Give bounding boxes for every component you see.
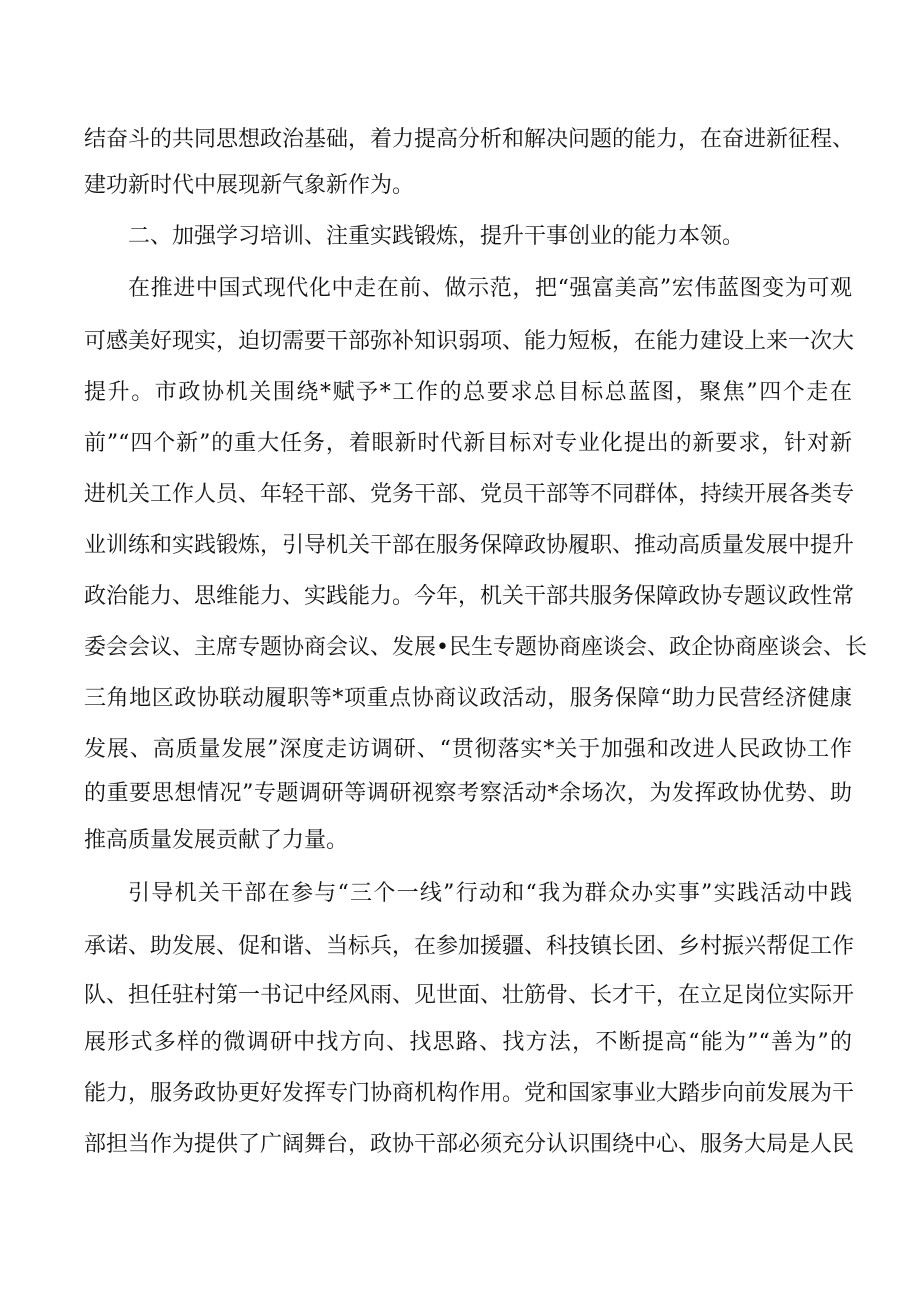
text-line: 政治能力、思维能力、实践能力。今年，机关干部共服务保障政协专题议政性常 (84, 584, 855, 609)
text-line: 承诺、助发展、促和谐、当标兵，在参加援疆、科技镇长团、乡村振兴帮促工作 (84, 934, 855, 959)
text-line: 提升。市政协机关围绕*赋予*工作的总要求总目标总蓝图，聚焦”四个走在 (84, 380, 852, 405)
text-line: 结奋斗的共同思想政治基础，着力提高分析和解决问题的能力，在奋进新征程、 (84, 127, 855, 152)
text-line: 在推进中国式现代化中走在前、做示范，把“强富美高”宏伟蓝图变为可观 (128, 276, 852, 301)
text-line: 业训练和实践锻炼，引导机关干部在服务保障政协履职、推动高质量发展中提升 (84, 533, 855, 558)
text-line: 发展、高质量发展”深度走访调研、“贯彻落实*关于加强和改进人民政协工作 (84, 737, 852, 762)
text-line: 委会会议、主席专题协商会议、发展•民生专题协商座谈会、政企协商座谈会、长 (84, 635, 867, 660)
text-line: 前”“四个新”的重大任务，着眼新时代新目标对专业化提出的新要求，针对新 (84, 431, 852, 456)
text-line: 队、担任驻村第一书记中经风雨、见世面、壮筋骨、长才干，在立足岗位实际开 (84, 983, 855, 1008)
text-line: 建功新时代中展现新气象新作为。 (84, 173, 415, 198)
text-line: 展形式多样的微调研中找方向、找思路、找方法，不断提高“能为”“善为”的 (84, 1030, 852, 1055)
text-line: 进机关工作人员、年轻干部、党务干部、党员干部等不同群体，持续开展各类专 (84, 482, 855, 507)
text-line: 部担当作为提供了广阔舞台，政协干部必须充分认识围绕中心、服务大局是人民 (84, 1132, 855, 1157)
text-line: 能力，服务政协更好发挥专门协商机构作用。党和国家事业大踏步向前发展为干 (84, 1081, 855, 1106)
text-line: 三角地区政协联动履职等*项重点协商议政活动，服务保障“助力民营经济健康 (84, 686, 852, 711)
section-heading: 二、加强学习培训、注重实践锻炼，提升干事创业的能力本领。 (128, 224, 745, 249)
text-line: 引导机关干部在参与“三个一线”行动和“我为群众办实事”实践活动中践 (128, 881, 852, 906)
text-line: 推高质量发展贡献了力量。 (84, 828, 349, 853)
text-line: 的重要思想情况”专题调研等调研视察考察活动*余场次，为发挥政协优势、助 (84, 781, 852, 806)
text-line: 可感美好现实，迫切需要干部弥补知识弱项、能力短板，在能力建设上来一次大 (84, 329, 855, 354)
